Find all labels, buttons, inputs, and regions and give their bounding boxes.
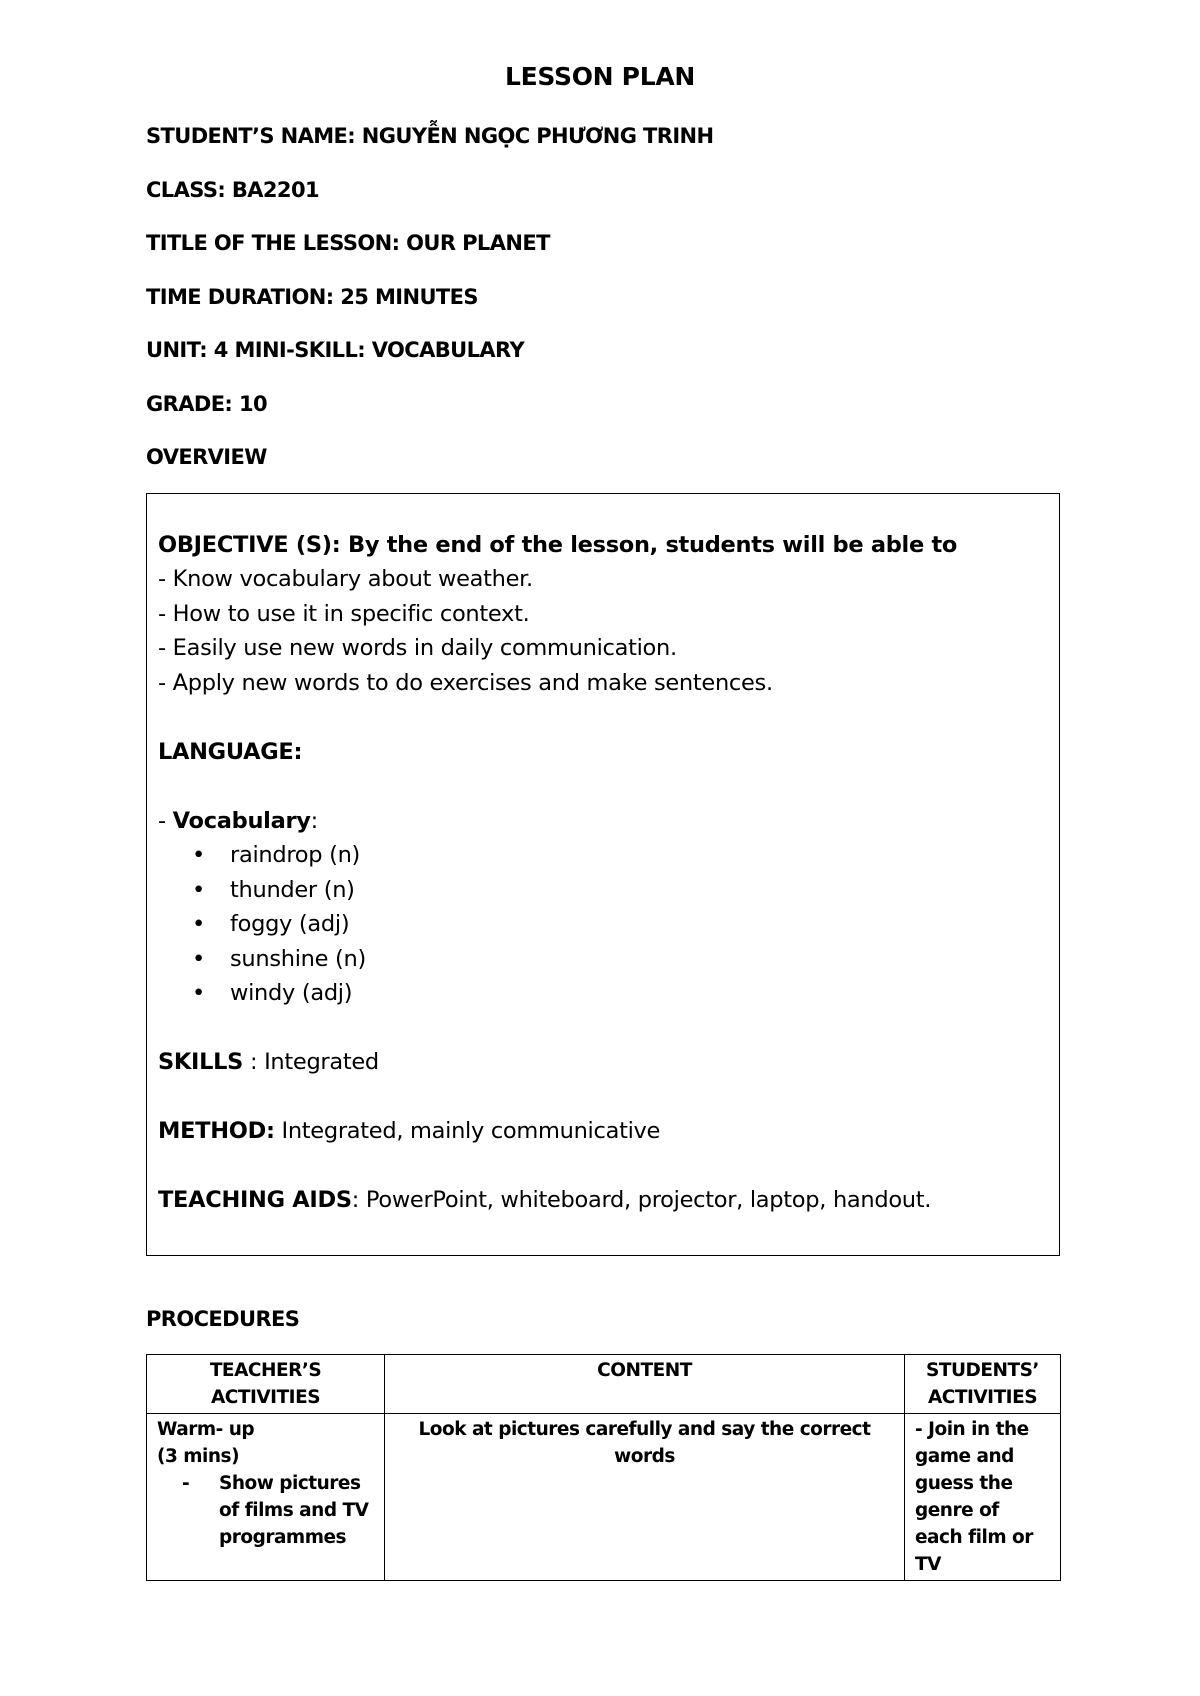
students-activities-cell: - Join in the game and guess the genre of each film or TV xyxy=(905,1414,1061,1581)
student-name: STUDENT’S NAME: NGUYỄN NGỌC PHƯƠNG TRINH xyxy=(146,124,714,148)
grade-line: GRADE: 10 xyxy=(146,392,267,416)
overview-box: OBJECTIVE (S): By the end of the lesson, students will be able to - Know vocabulary about weather. - How to use it in specific context. - Easily use new words in daily communication. - Apply new words to do exercises and make sentences. LANGUAGE: - Vocabulary: • raindrop (n) • thunder (n) • foggy (adj) • sunshine (n) • windy (adj) SKILLS : Integrated METHOD: Integrated, mainly communicative TEACHING AIDS: PowerPoint, whiteboard, projector, laptop, handout. xyxy=(146,493,1060,1256)
dash-bullet: - xyxy=(182,1473,190,1494)
bullet-icon: • xyxy=(192,980,205,1006)
bullet-icon: • xyxy=(192,911,205,937)
procedures-heading: PROCEDURES xyxy=(146,1307,300,1331)
column-header: STUDENTS’ ACTIVITIES xyxy=(905,1355,1061,1414)
skills-line: SKILLS : Integrated xyxy=(158,1049,379,1075)
unit-line: UNIT: 4 MINI-SKILL: VOCABULARY xyxy=(146,338,525,362)
language-heading: LANGUAGE: xyxy=(158,739,303,765)
document-title: LESSON PLAN xyxy=(505,62,695,91)
lesson-title-line: TITLE OF THE LESSON: OUR PLANET xyxy=(146,231,550,255)
method-line: METHOD: Integrated, mainly communicative xyxy=(158,1118,661,1144)
bullet-icon: • xyxy=(192,946,205,972)
content-cell: Look at pictures carefully and say the correct words xyxy=(385,1414,905,1581)
time-duration-line: TIME DURATION: 25 MINUTES xyxy=(146,285,478,309)
bullet-icon: • xyxy=(192,877,205,903)
teaching-aids-line: TEACHING AIDS: PowerPoint, whiteboard, projector, laptop, handout. xyxy=(158,1187,932,1213)
stage-time: (3 mins) xyxy=(157,1446,240,1467)
table-header-row xyxy=(147,1355,1061,1414)
procedures-table xyxy=(146,1354,1061,1581)
objective-item: - Apply new words to do exercises and make sentences. xyxy=(158,670,773,696)
overview-heading: OVERVIEW xyxy=(146,445,267,469)
objective-item: - How to use it in specific context. xyxy=(158,601,530,627)
objective-item: - Easily use new words in daily communication. xyxy=(158,635,677,661)
column-header: CONTENT xyxy=(385,1355,905,1414)
vocabulary-heading: - Vocabulary: xyxy=(158,808,318,834)
table-row xyxy=(147,1414,1061,1581)
class-line: CLASS: BA2201 xyxy=(146,178,319,202)
teacher-activities-cell xyxy=(147,1414,385,1581)
objective-item: - Know vocabulary about weather. xyxy=(158,566,533,592)
objective-heading: OBJECTIVE (S): By the end of the lesson, students will be able to xyxy=(158,532,958,558)
stage-label: Warm- up xyxy=(157,1419,255,1440)
teacher-activity-item: - Show pictures of films and TV programmes xyxy=(157,1470,374,1551)
bullet-icon: • xyxy=(192,842,205,868)
column-header: TEACHER’S ACTIVITIES xyxy=(147,1355,385,1414)
